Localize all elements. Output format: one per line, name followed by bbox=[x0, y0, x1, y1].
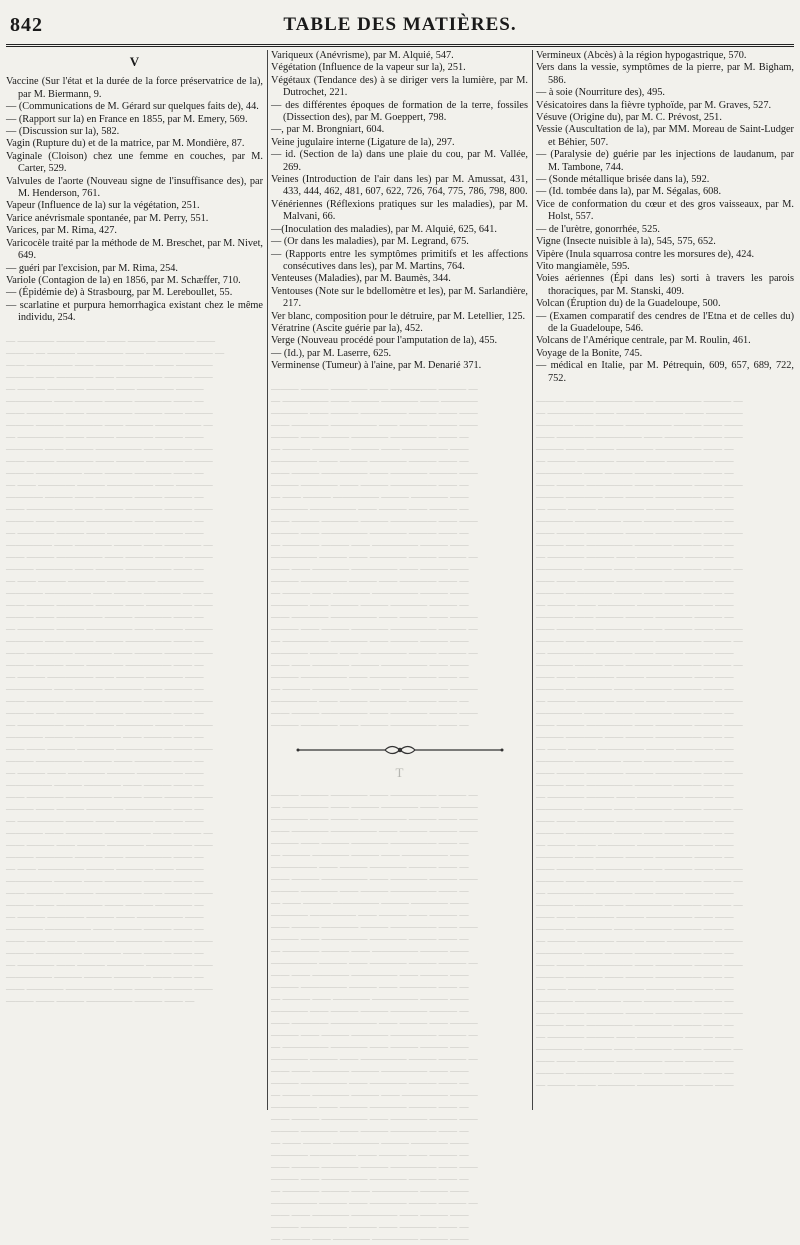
page-number: 842 bbox=[10, 14, 43, 36]
index-entry: —(Inoculation des maladies), par M. Alquié, 625, 641. bbox=[271, 223, 497, 235]
show-through-text: ——— ——— ———— —— ————— ——— — — ————— —— ——— ———— —— ———— ———— —— ——— ————— ——— —— —— —— ———— ————— —— ——— ——— —— ——— —— ——— ———— ————— —— — — ——— ———— ——— —— ————— —— ————— —— ——— ———— ——— —— — —— ——— ————— —— ———— ——— —— ——— ———— —— ——— ————— —— — — —— ——— ————— ——— ———— —— ———— ————— —— ——— —— ——— — —— ——— ———— ——— ————— —— —— ——— —— ————— ———— ——— —— — — ———— ——— —— ————— ——— —— ————— ——— —— ———— ——— ——— — —— —— ———— ————— —— ——— —— ——— ————— ——— —— ———— —— — — ——— —— ———— ————— ——— —— ———— —— ——— ——— ———— ——— — —— ———— ————— —— ——— —— ——— ——— —— ——— ———— ————— ——— — — ————— ———— —— ——— ——— —— ———— ——— —— ————— ——— ——— — —— —— ———— ——— ————— —— —— ——— ————— —— ———— ——— —— — — ——— ———— ——— —— ————— ——— ————— —— ——— ———— ——— —— — —— ——— ————— —— ———— ——— —— ——— ———— —— ——— ————— —— — — —— ——— ————— ——— ———— —— ———— ————— —— ——— —— ——— — —— ——— ———— ——— ————— —— —— ——— —— ————— ———— ——— —— — — ———— ——— —— ————— ——— —— ————— ——— —— ———— ——— ——— — —— —— ———— ————— —— ——— —— ——— ————— ——— —— ———— —— — — ——— —— ———— ————— ——— —— ———— —— ——— ——— ———— ——— — —— ———— ————— —— ——— —— ——— ——— —— ——— ———— ————— ——— — — ————— ———— —— ——— ——— —— ———— ——— —— ————— ——— ——— — —— —— ———— ——— ————— —— —— ——— ————— —— ———— ——— —— — — ——— ———— ——— —— ————— ——— ————— —— ——— ———— ——— —— — —— ——— ————— —— ———— ——— —— ——— ———— —— ——— ————— —— — — —— ——— ————— ——— ———— —— ———— ————— —— ——— —— ——— — —— ——— ———— ——— ————— —— —— ——— —— ————— ———— ——— —— — — ———— ——— —— ————— ——— —— ————— ——— —— ———— ——— ——— — —— —— ———— ————— —— ——— —— ——— ————— ——— —— ———— —— — — ——— —— ———— ————— ——— —— bbox=[536, 395, 743, 1090]
index-entry: — (Sonde métallique brisée dans la), 592. bbox=[536, 174, 710, 186]
index-entry: Vénériennes (Réflexions pratiques sur les maladies), par M. Malvani, 66. bbox=[271, 198, 528, 223]
index-entry: Vice de conformation du cœur et des gros vaisseaux, par M. Holst, 557. bbox=[536, 198, 794, 223]
index-entry: Veines (Introduction de l'air dans les) par M. Amussat, 431, 433, 444, 462, 481, 607, 622, 726, 764, 775, 786, 798, 800. bbox=[271, 174, 528, 198]
index-entry: — de l'urètre, gonorrhée, 525. bbox=[536, 223, 660, 235]
index-entry: Vésuve (Origine du), par M. C. Prévost, 251. bbox=[536, 112, 722, 124]
index-entry: Valvules de l'aorte (Nouveau signe de l'insuffisance des), par M. Henderson, 761. bbox=[6, 175, 263, 200]
index-column-2 bbox=[271, 50, 528, 1244]
index-entry: — à soie (Nourriture des), 495. bbox=[536, 87, 665, 99]
running-title: TABLE DES MATIÈRES. bbox=[283, 14, 517, 35]
index-entry: Verge (Nouveau procédé pour l'amputation de la), 455. bbox=[271, 335, 498, 347]
index-column-3 bbox=[536, 50, 794, 1110]
index-entry: Vératrine (Ascite guérie par la), 452. bbox=[271, 322, 423, 334]
index-entry: Ver blanc, composition pour le détruire, par M. Letellier, 125. bbox=[271, 310, 526, 322]
show-through-text: ——— ——— ———— —— ————— ——— — — ————— —— ——— ———— —— ———— ———— —— ——— ————— ——— —— —— —— ———— ————— —— ——— ——— —— ——— —— ——— ———— ————— —— — — ——— ———— ——— —— ————— —— ————— —— ——— ———— ——— —— — —— ——— ————— —— ———— ——— —— ——— ———— —— ——— ————— —— — — —— ——— ————— ——— ———— —— ———— ————— —— ——— —— ——— — —— ——— ———— ——— ————— —— —— ——— —— ————— ———— ——— —— — — ———— ——— —— ————— ——— —— ————— ——— —— ———— ——— ——— — —— —— ———— ————— —— ——— —— ——— ————— ——— —— ———— —— — — ——— —— ———— ————— ——— —— ———— —— ——— ——— ———— ——— — —— ———— ————— —— ——— —— ——— ——— —— ——— ———— ————— ——— — — ————— ———— —— ——— ——— —— ———— ——— —— ————— ——— ——— — —— —— ———— ——— ————— —— —— ——— ————— —— ———— ——— —— — — ——— ———— ——— —— ————— ——— ————— —— ——— ———— ——— —— — —— ——— ————— —— ———— ——— —— ——— ———— —— ——— ————— —— — bbox=[271, 383, 478, 730]
column-divider bbox=[267, 50, 268, 1110]
index-entry: — (Épidémie de) à Strasbourg, par M. Lereboullet, 55. bbox=[6, 287, 233, 299]
index-entry: Variole (Contagion de la) en 1856, par M. Schæffer, 710. bbox=[6, 274, 241, 286]
index-entry: — (Id. tombée dans la), par M. Ségalas, 608. bbox=[536, 186, 722, 198]
column-divider bbox=[532, 50, 533, 1110]
index-entry: — id. (Section de la) dans une plaie du cou, par M. Vallée, 269. bbox=[271, 149, 528, 173]
index-entry: — (Paralysie de) guérie par les injections de laudanum, par M. Tambone, 744. bbox=[536, 149, 794, 173]
index-entry: Vipère (Inula squarrosa contre les morsures de), 424. bbox=[536, 248, 755, 260]
index-entry: — (Or dans les maladies), par M. Legrand, 675. bbox=[271, 236, 469, 248]
page-header bbox=[0, 0, 800, 46]
index-entry: — guéri par l'excision, par M. Rima, 254. bbox=[6, 262, 179, 274]
index-entry: — (Communications de M. Gérard sur quelques faits de), 44. bbox=[6, 101, 259, 113]
index-entry: Varices, par M. Rima, 427. bbox=[6, 225, 117, 237]
index-entry: Vigne (Insecte nuisible à la), 545, 575, 652. bbox=[536, 236, 716, 248]
index-entry: Variqueux (Anévrisme), par M. Alquié, 547. bbox=[271, 50, 454, 61]
index-entry: — médical en Italie, par M. Pétrequin, 609, 657, 689, 722, 752. bbox=[536, 360, 794, 384]
index-entry: — (Id.), par M. Laserre, 625. bbox=[271, 347, 392, 359]
index-entry: Volcans de l'Amérique centrale, par M. Roulin, 461. bbox=[536, 335, 751, 347]
section-letter-v: V bbox=[129, 54, 140, 69]
index-columns bbox=[6, 50, 794, 1244]
index-entry: Végétation (Influence de la vapeur sur la), 251. bbox=[271, 62, 466, 74]
show-through-text: — ———— ——— —— —— ——— ———— —— ——— — ——— ————— —— ———— ——— — —— ————— —— ——— ——— —— ———— ——— —— ———— —— ————— ——— —— — ——— ———— ——— —— ———— ——— ————— —— ——— ——— ———— —— — —— ———— —— ————— ——— —— ——— ——— ——— ———— —— ——— ————— — — ————— —— ——— ———— ——— —— ———— —— ——— ————— —— ——— —— —— ——— ———— —— ——— ———— ——— ——— ————— —— ——— ———— —— — — —— ———— ——— ————— —— ———— ———— ——— —— ———— ——— ——— — —— ————— ——— —— ———— ——— —— ——— —— ——— ————— —— ———— — — ———— ——— —— ————— ——— —— ————— —— ———— ——— —— ———— — —— ——— ————— —— ——— ——— ——— ——— ———— —— ——— ————— —— — — —— ——— ———— —— ——— ————— ———— ————— —— ——— ———— —— — —— ——— ———— ——— —— ————— —— ——— —— ————— ——— ———— —— — — ———— ——— ————— —— ——— ——— ———— —— ——— ——— ————— —— — —— ————— ———— —— ——— ——— —— ——— ——— —— ———— ————— —— — — ——— ————— —— ——— ———— —— ————— —— ——— ———— —— ——— — —— ———— ——— ————— —— ——— —— ——— —— ———— ——— ————— —— — — ————— —— ——— ———— ——— ——— ———— ——— ————— —— ——— —— — —— —— ——— ———— ————— ——— —— ——— ————— ——— —— ———— —— — — ——— —— ———— ——— ————— —— ————— ——— ———— —— ——— —— — —— ———— ————— ——— —— ——— —— ——— —— ——— ———— ————— —— — — ————— ——— —— ———— ——— —— ———— —— ———— ————— —— ——— — —— ——— —— ——— ———— ————— —— ——— ———— ——— —— ————— —— — — —— ————— ——— ———— —— ——— ————— ——— —— ———— ——— —— — —— ———— ——— ————— —— ——— —— ——— —— ————— —— ——— ———— — — ——— ———— ——— —— ————— —— ———— ————— —— ——— ——— —— — —— —— ——— ———— ————— ——— —— ——— ————— ———— —— ——— —— — — ———— —— ——— ———— ————— —— ————— ——— ——— ———— —— —— — —— ———— ————— —— ——— ——— —— ——— —— ——— ————— ——— —— — bbox=[6, 335, 225, 1006]
index-entry: —, par M. Brongniart, 604. bbox=[271, 124, 385, 136]
header-rule bbox=[6, 44, 794, 47]
index-entry: Veine jugulaire interne (Ligature de la), 297. bbox=[271, 136, 455, 148]
index-entry: — des différentes époques de formation de la terre, fossiles (Dissection des), par M. Goeppert, 798. bbox=[271, 99, 528, 124]
index-entry: — (Rapport sur la) en France en 1855, par M. Emery, 569. bbox=[6, 113, 248, 125]
show-through-text: ——— ——— ———— —— ————— ——— — — ————— —— ——— ———— —— ———— ———— —— ——— ————— ——— —— —— —— ———— ————— —— ——— ——— —— ——— —— ——— ———— ————— —— — — ——— ———— ——— —— ————— —— ————— —— ——— ———— ——— —— — —— ——— ————— —— ———— ——— —— ——— ———— —— ——— ————— —— — — —— ——— ————— ——— ———— —— ———— ————— —— ——— —— ——— — —— ——— ———— ——— ————— —— —— ——— —— ————— ———— ——— —— — — ———— ——— —— ————— ——— —— ————— ——— —— ———— ——— ——— — —— —— ———— ————— —— ——— —— ——— ————— ——— —— ———— —— — — ——— —— ———— ————— ——— —— ———— —— ——— ——— ———— ——— — —— ———— ————— —— ——— —— ——— ——— —— ——— ———— ————— ——— — — ————— ———— —— ——— ——— —— ———— ——— —— ————— ——— ——— — —— —— ———— ——— ————— —— —— ——— ————— —— ———— ——— —— — — ——— ———— ——— —— ————— ——— ————— —— ——— ———— ——— —— — —— ——— ————— —— ———— ——— —— ——— ———— —— ——— ————— —— — — —— ——— ————— ——— ———— —— ———— ————— —— ——— —— ——— — —— ——— ———— ——— ————— —— —— ——— —— ————— ———— ——— —— — — ———— ——— —— ————— ——— —— ————— ——— —— ———— ——— ——— — —— —— ———— ————— —— ——— —— ——— ————— ——— —— ———— —— — — ——— —— ———— ————— ——— —— bbox=[271, 789, 478, 1244]
index-entry: Varice anévrismale spontanée, par M. Perry, 551. bbox=[6, 212, 209, 224]
index-entry: Vagin (Rupture du) et de la matrice, par M. Mondière, 87. bbox=[6, 138, 245, 150]
index-entry: Vers dans la vessie, symptômes de la pierre, par M. Bigham, 586. bbox=[536, 62, 794, 86]
index-entry: Vaginale (Cloison) chez une femme en couches, par M. Carter, 529. bbox=[6, 150, 263, 175]
index-entry: Verminense (Tumeur) à l'aine, par M. Denarié 371. bbox=[271, 360, 482, 372]
index-entry: — (Discussion sur la), 582. bbox=[6, 126, 120, 138]
index-entry: — scarlatine et purpura hemorrhagica existant chez le même individu, 254. bbox=[6, 299, 263, 324]
index-entry: — (Rapports entre les symptômes primitifs et les affections consécutives dans les), par M. Martins, 764. bbox=[271, 248, 528, 272]
index-entry: — (Examen comparatif des cendres de l'Etna et de celles du) de la Guadeloupe, 546. bbox=[536, 310, 794, 334]
index-entry: Voyage de la Bonite, 745. bbox=[536, 347, 643, 359]
index-entry: Vésicatoires dans la fièvre typhoïde, par M. Graves, 527. bbox=[536, 99, 772, 111]
index-entry: Volcan (Éruption du) de la Guadeloupe, 500. bbox=[536, 298, 721, 310]
index-entry: Varicocèle traité par la méthode de M. Breschet, par M. Nivet, 649. bbox=[6, 237, 263, 262]
index-entry: Voies aériennes (Épi dans les) sorti à travers les parois thoraciques, par M. Stanski, 409. bbox=[536, 273, 794, 297]
index-entry: Venteuses (Maladies), par M. Baumès, 344. bbox=[271, 273, 451, 285]
index-entry: Vapeur (Influence de la) sur la végétation, 251. bbox=[6, 200, 200, 212]
index-entry: Ventouses (Note sur le bdellomètre et les), par M. Sarlandière, 217. bbox=[271, 285, 528, 310]
index-column-1 bbox=[6, 50, 263, 1110]
decorative-ornament bbox=[271, 741, 528, 759]
index-entry: Vito mangiamèle, 595. bbox=[536, 260, 630, 272]
index-entry: Vermineux (Abcès) à la région hypogastrique, 570. bbox=[536, 50, 747, 61]
index-entry: Vaccine (Sur l'état et la durée de la force préservatrice de la), par M. Biermann, 9. bbox=[6, 76, 263, 100]
show-through-letter: T bbox=[395, 764, 404, 780]
index-entry: Végétaux (Tendance des) à se diriger vers la lumière, par M. Dutrochet, 221. bbox=[271, 74, 528, 99]
index-entry: Vessie (Auscultation de la), par MM. Moreau de Saint-Ludger et Béhier, 507. bbox=[536, 124, 794, 148]
